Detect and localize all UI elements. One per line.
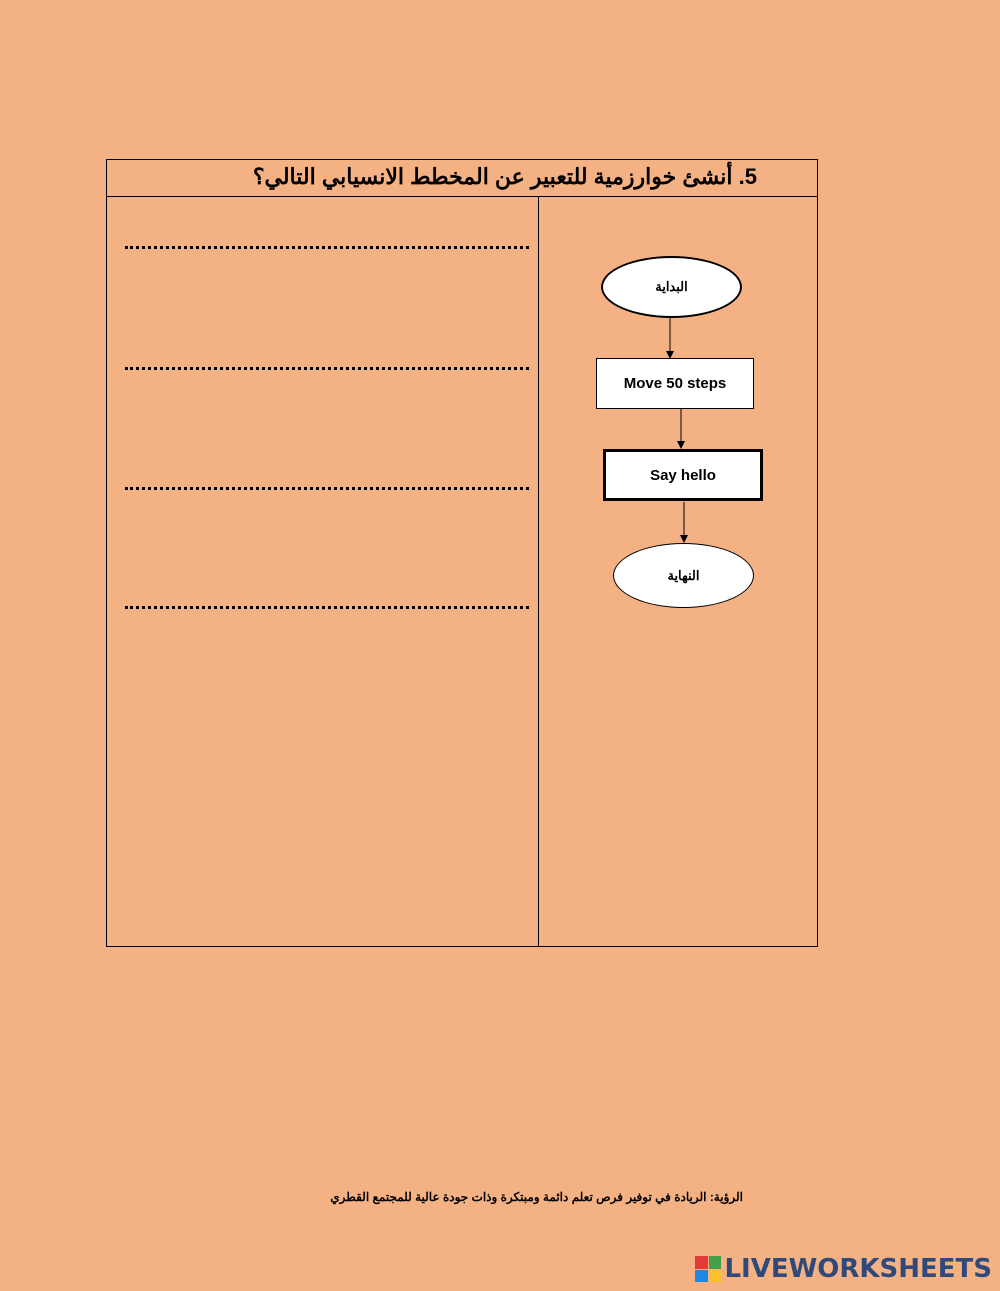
worksheet-table bbox=[106, 159, 818, 947]
answer-line-3[interactable] bbox=[125, 487, 529, 490]
logo-square bbox=[709, 1256, 722, 1269]
arrow-down-icon bbox=[664, 318, 676, 359]
question-text: 5. أنشئ خوارزمية للتعبير عن المخطط الانسيابي التالي؟ bbox=[252, 164, 757, 189]
flowchart-end-ellipse bbox=[613, 543, 754, 608]
flowchart-step-move bbox=[596, 358, 754, 409]
flowchart-step-say bbox=[603, 449, 763, 501]
brand-name: LIVEWORKSHEETS bbox=[724, 1254, 992, 1284]
logo-square bbox=[695, 1270, 708, 1283]
flowchart-end-label: النهاية bbox=[667, 567, 700, 583]
flowchart-start-label: البداية bbox=[655, 279, 688, 294]
arrow-down-icon bbox=[678, 502, 690, 543]
logo-square bbox=[695, 1256, 708, 1269]
flowchart-step-move-label: Move 50 steps bbox=[623, 375, 727, 392]
answer-line-1[interactable] bbox=[125, 246, 529, 249]
question-header bbox=[107, 160, 817, 197]
footer-vision-text: الرؤية: الريادة في توفير فرص تعلم دائمة ومبتكرة وذات جودة عالية للمجتمع القطري bbox=[330, 1190, 743, 1204]
flowchart-step-say-label: Say hello bbox=[650, 466, 716, 484]
flowchart-start-ellipse bbox=[601, 256, 742, 318]
answer-line-4[interactable] bbox=[125, 606, 529, 609]
logo-square bbox=[709, 1270, 722, 1283]
arrow-down-icon bbox=[675, 409, 687, 449]
column-divider bbox=[538, 196, 539, 947]
answer-line-2[interactable] bbox=[125, 367, 529, 370]
brand[interactable] bbox=[695, 1254, 992, 1284]
liveworksheets-logo-icon bbox=[695, 1256, 721, 1282]
